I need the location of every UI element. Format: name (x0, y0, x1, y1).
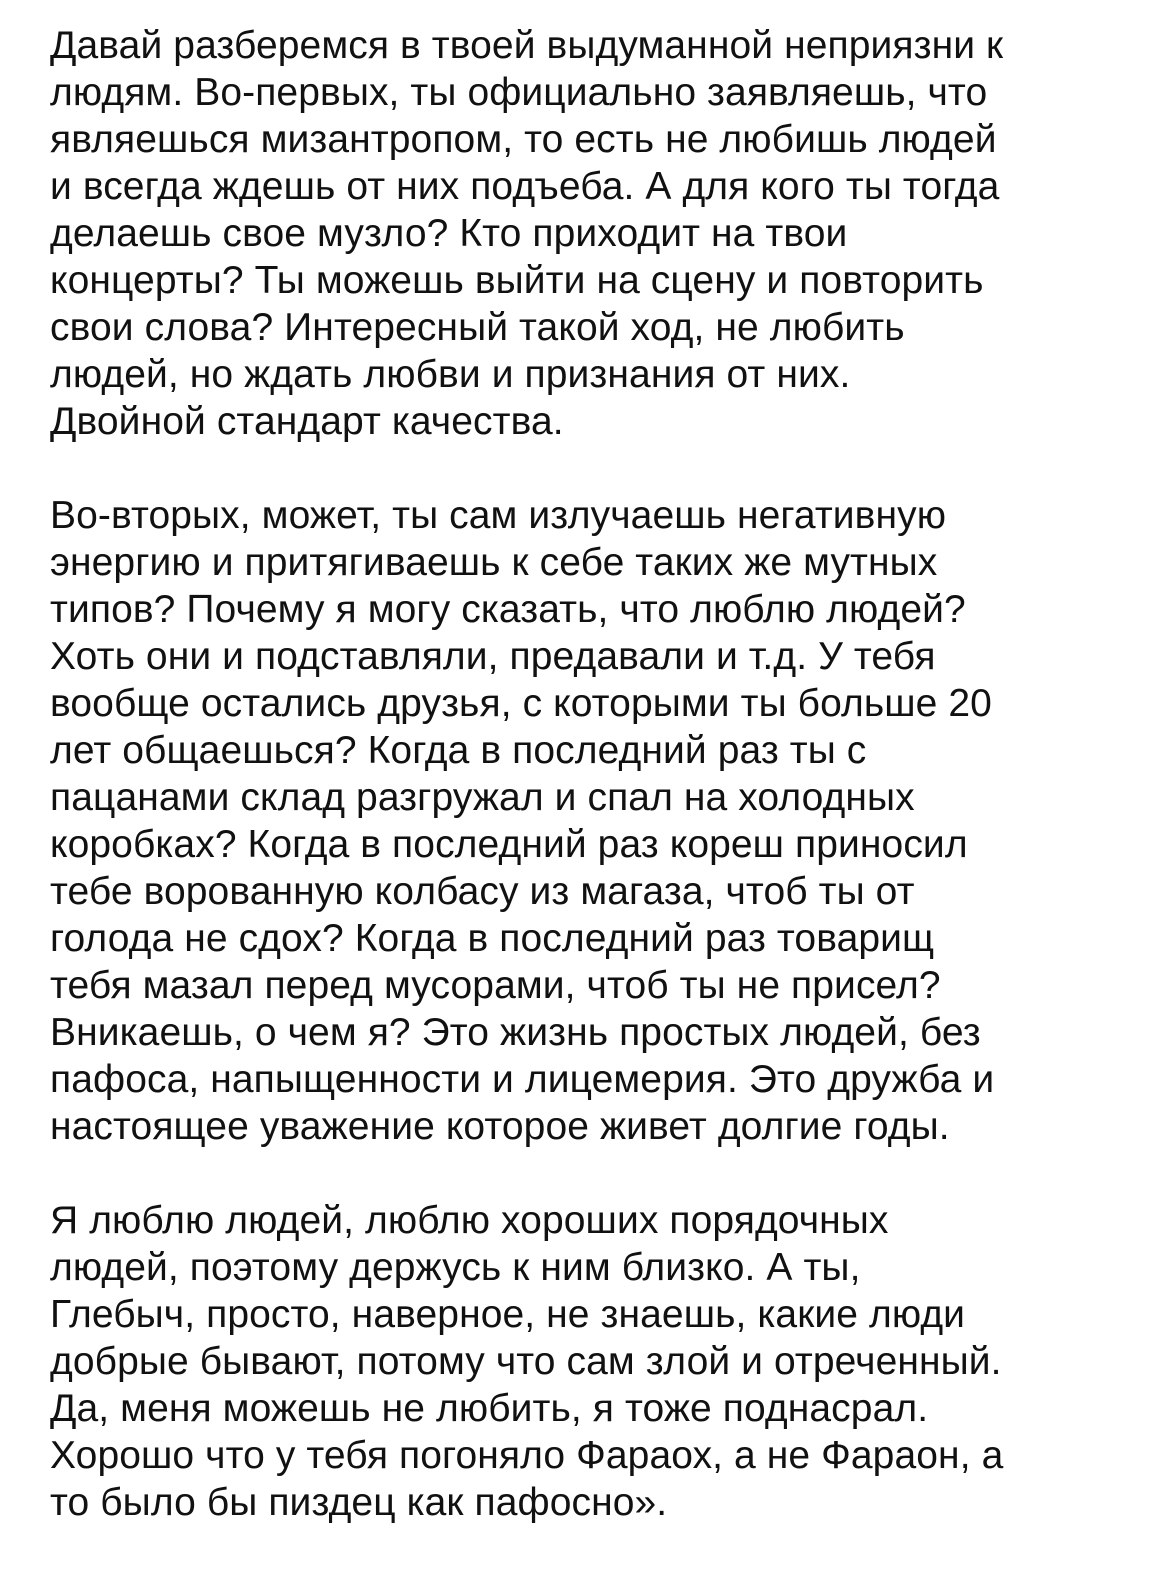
document-body (50, 22, 1130, 1573)
paragraph-2: Во-вторых, может, ты сам излучаешь негативную энергию и притягиваешь к себе таких же мутных типов? Почему я могу сказать, что люблю людей? Хоть они и подставляли, предавали и т.д. У тебя вообще остались друзья, с которыми ты больше 20 лет общаешься? Когда в последний раз ты с пацанами склад разгружал и спал на холодных коробках? Когда в последний раз кореш приносил тебе ворованную колбасу из магаза, чтоб ты от голода не сдох? Когда в последний раз товарищ тебя мазал перед мусорами, чтоб ты не присел? Вникаешь, о чем я? Это жизнь простых людей, без пафоса, напыщенности и лицемерия. Это дружба и настоящее уважение которое живет долгие годы. (50, 494, 995, 1148)
paragraph-3: Я люблю людей, люблю хороших порядочных людей, поэтому держусь к ним близко. А ты, Глебыч, просто, наверное, не знаешь, какие люди добрые бывают, потому что сам злой и отреченный. Да, меня можешь не любить, я тоже поднасрал. Хорошо что у тебя погоняло Фараох, а не Фараон, а то было бы пиздец как пафосно». (50, 1199, 1004, 1524)
paragraph-1: Давай разберемся в твоей выдуманной неприязни к людям. Во-первых, ты официально заявляешь, что являешься мизантропом, то есть не любишь людей и всегда ждешь от них подъеба. А для кого ты тогда делаешь свое музло? Кто приходит на твои концерты? Ты можешь выйти на сцену и повторить свои слова? Интересный такой ход, не любить людей, но ждать любви и признания от них. Двойной стандарт качества. (50, 24, 1004, 443)
